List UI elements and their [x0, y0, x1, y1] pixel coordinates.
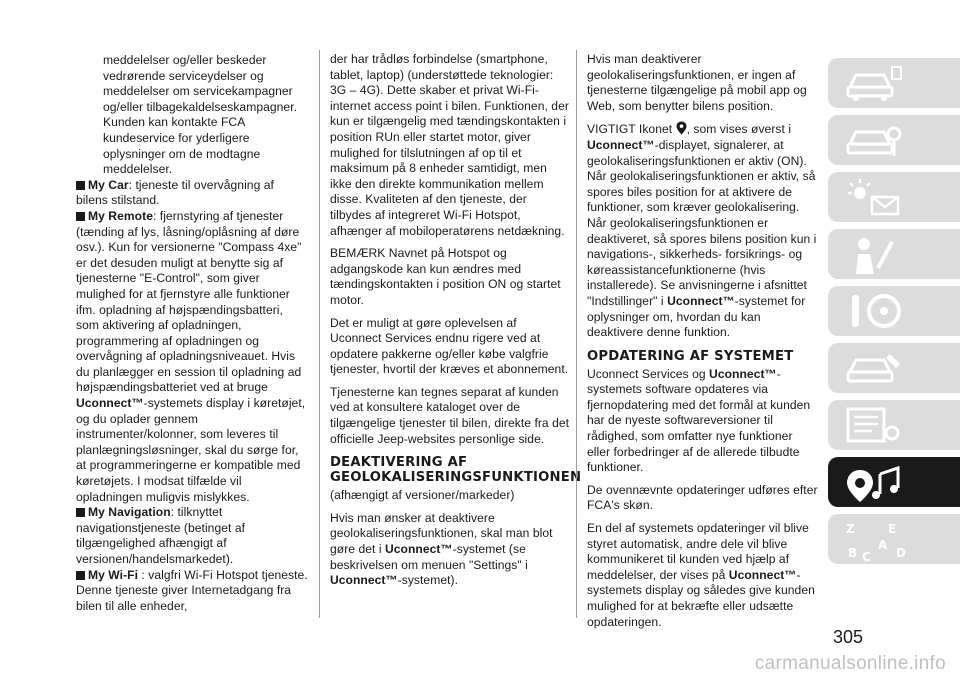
- text-run: -displayet, signalerer, at geolokaliseringsfunktionen er aktiv (ON). Når geolokaliseringsfunktionen er aktiv, så spores biles position for at aktivere de funktioner, som kræver geolokalisering. Når geolokaliseringsfunktionen er deaktiveret, så spores bilens position kun i navigations-, sikkerheds- forsikrings- og køreassistancefunktionerne (hvis installerede). Se anvisningerne i afsnittet "Indstillinger" i: [587, 137, 817, 308]
- services-paragraph: Det er muligt at gøre oplevelsen af Uconnect Services endnu rigere ved at opdatere pakkerne og/eller købe valgfrie tjenester, hvortil der kræves et abonnement.: [330, 315, 569, 377]
- my-navigation-text: : tilknyttet navigationstjeneste (betinget af tilgængelighed afhængigt af versionen/handelsmarkedet).: [76, 505, 246, 566]
- my-navigation-label: My Navigation: [88, 505, 171, 520]
- location-pin-icon: [676, 121, 687, 135]
- bullet-square-icon: [76, 508, 85, 517]
- tab-tech-data[interactable]: [828, 400, 960, 450]
- my-car-label: My Car: [88, 177, 129, 192]
- my-remote-text: : fjernstyring af tjenester (tænding af lys, låsning/oplåsning af døre osv.). Kun for versionerne "Compass 4xe" er det desuden muligt at benytte sig af tjenesterne "E-Control", som giver mulighed for at fjernstyre alle funktioner ifm. opladning af højspændingsbatteri, som aktivering af opladningen, programmering af opladningen og overvågning af opladningsniveauet. Hvis du planlægger en session til opladning ad højspændingsbatteriet ved at bruge: [76, 208, 302, 395]
- text-run: -systemets software opdateres via fjernopdatering med det formål at kunden har de nyeste softwareversioner til rådighed, som omfatter nye funktioner eller forbedringer af de allerede tilbudte funktioner.: [587, 366, 811, 475]
- deactivated-paragraph: Hvis man deaktiverer geolokaliseringsfunktionen, er ingen af tjenesterne tilgængelige på mobil app og Web, som benytter bilens position.: [587, 52, 807, 113]
- tab-car-key[interactable]: [828, 115, 960, 165]
- text-run: -systemet (se beskrivelsen om menuen "Settings" i: [330, 542, 528, 572]
- uconnect-term: Uconnect™: [385, 542, 453, 557]
- section-heading-update: OPDATERING AF SYSTEMET: [587, 348, 794, 364]
- steering-icon: [844, 291, 904, 331]
- my-car-text: : tjeneste til overvågning af bilens stilstand.: [76, 177, 274, 208]
- wifi-paragraph: der har trådløs forbindelse (smartphone, tablet, laptop) (understøttede teknologier: 3G – 4G). Dette skaber et privat Wi-Fi-internet access point i bilen. Funktionen, der kun er tilgængelig med tændingskontakten i position RUn eller startet motor, giver mulighed for tilslutningen af op til et maksimum på 8 enheder samtidigt, men ikke den direkte kommunikation mellem disse. Kvaliteten af den tjeneste, der tilbydes af integreret Wi-Fi Hotspot, afhænger af mobiloperatørens netdækning.: [330, 52, 569, 238]
- text-run: Uconnect Services og: [587, 366, 710, 381]
- list-item-my-navigation: [76, 505, 308, 567]
- subscription-paragraph: Tjenesterne kan tegnes separat af kunden ved at konsultere kataloget over de tilgængelige tjenester til bilen, direkte fra det officielle Jeep-websites personlige side.: [330, 384, 570, 446]
- column-2: [330, 52, 582, 589]
- uconnect-term: Uconnect™: [76, 396, 144, 411]
- tech-data-icon: [844, 405, 904, 445]
- index-letter: C: [862, 550, 871, 564]
- text-run: , som vises øverst i: [686, 122, 792, 137]
- discretion-paragraph: De ovennævnte opdateringer udføres efter FCA's skøn.: [587, 482, 818, 513]
- text-run: Hvis man ønsker at deaktivere geolokaliseringsfunktionen, skal man blot gøre det i: [330, 510, 553, 557]
- car-info-icon: [844, 63, 904, 103]
- multimedia-icon: [844, 462, 904, 502]
- my-wifi-text: : valgfri Wi-Fi Hotspot tjeneste. Denne tjeneste giver Internetadgang fra bilen til alle enheder,: [76, 567, 308, 613]
- my-remote-label: My Remote: [88, 208, 153, 223]
- list-item-my-wifi: [76, 568, 308, 615]
- bullet-square-icon: [76, 212, 85, 221]
- text-run: -systemets display og således give kunden mulighed for at bekræfte eller udsætte opdateringen.: [587, 567, 815, 629]
- deactivate-paragraph: [330, 511, 570, 589]
- tab-safety[interactable]: [828, 229, 960, 279]
- page-number: 305: [833, 627, 864, 647]
- important-paragraph: [587, 121, 819, 340]
- tab-index[interactable]: [828, 514, 960, 564]
- index-letter: D: [896, 546, 906, 560]
- automatic-update-paragraph: [587, 521, 819, 630]
- safety-icon: [844, 234, 904, 274]
- uconnect-term: Uconnect™: [330, 573, 398, 588]
- column-divider: [576, 50, 577, 618]
- versions-note: (afhængigt af versioner/markeder): [330, 488, 515, 503]
- index-icon: [844, 519, 904, 563]
- index-letter: Z: [846, 522, 855, 536]
- tab-car-service[interactable]: [828, 343, 960, 393]
- uconnect-term: Uconnect™: [728, 567, 797, 582]
- index-letter: B: [848, 546, 858, 560]
- update-paragraph: [587, 367, 819, 476]
- text-run: VIGTIGT Ikonet: [587, 122, 676, 137]
- tab-car-info[interactable]: [828, 58, 960, 108]
- my-remote-text-cont: -systemets display i køretøjet, og du oplader gennem instrumenter/kolonner, som leveres til planlægningsløsninger, skal du sørge for, at programmeringerne er kompatible med køretøjets. I modsat tilfælde vil opladningen muligvis mislykkes.: [76, 396, 306, 504]
- text-run: -systemet).: [397, 573, 459, 588]
- tab-multimedia[interactable]: [828, 457, 960, 507]
- column-3: [587, 52, 819, 630]
- my-wifi-label: My Wi-Fi: [88, 567, 139, 582]
- bullet-square-icon: [76, 571, 85, 580]
- column-divider: [319, 50, 320, 618]
- list-item-my-remote: [76, 209, 308, 505]
- column-1: [76, 53, 308, 614]
- car-service-icon: [844, 348, 904, 388]
- car-key-icon: [844, 120, 904, 160]
- section-heading-geolocation: DEAKTIVERING AF GEOLOKALISERINGSFUNKTIONEN: [330, 455, 582, 486]
- watermark: carmanualsonline.info: [754, 653, 946, 674]
- index-letter: E: [888, 522, 897, 536]
- list-item-my-car: [76, 178, 308, 209]
- text-run: En del af systemets opdateringer vil blive styret automatisk, andre dele vil blive kommunikeret til kunden ved hjælp af meddelelser, der vises på: [587, 521, 809, 582]
- intro-text: meddelelser og/eller beskeder vedrørende serviceydelser og meddelelser om servicekampagner og/eller tilbagekaldelseskampagner. Kunden kan kontakte FCA kundeservice for yderligere oplysninger om de modtagne meddelelser.: [103, 53, 298, 177]
- text-run: -systemet for oplysninger om, hvordan du kan deaktivere denne funktion.: [587, 293, 806, 340]
- uconnect-term: Uconnect™: [709, 366, 777, 381]
- tab-warning-lights[interactable]: [828, 172, 960, 222]
- note-paragraph: BEMÆRK Navnet på Hotspot og adgangskode kan kun ændres med tændingskontakten i position ON og startet motor.: [330, 246, 561, 307]
- bullet-square-icon: [76, 181, 85, 190]
- warning-lights-icon: [844, 177, 904, 217]
- uconnect-term: Uconnect™: [667, 293, 735, 308]
- uconnect-term: Uconnect™: [587, 137, 655, 152]
- tab-steering[interactable]: [828, 286, 960, 336]
- index-letter: A: [878, 538, 888, 552]
